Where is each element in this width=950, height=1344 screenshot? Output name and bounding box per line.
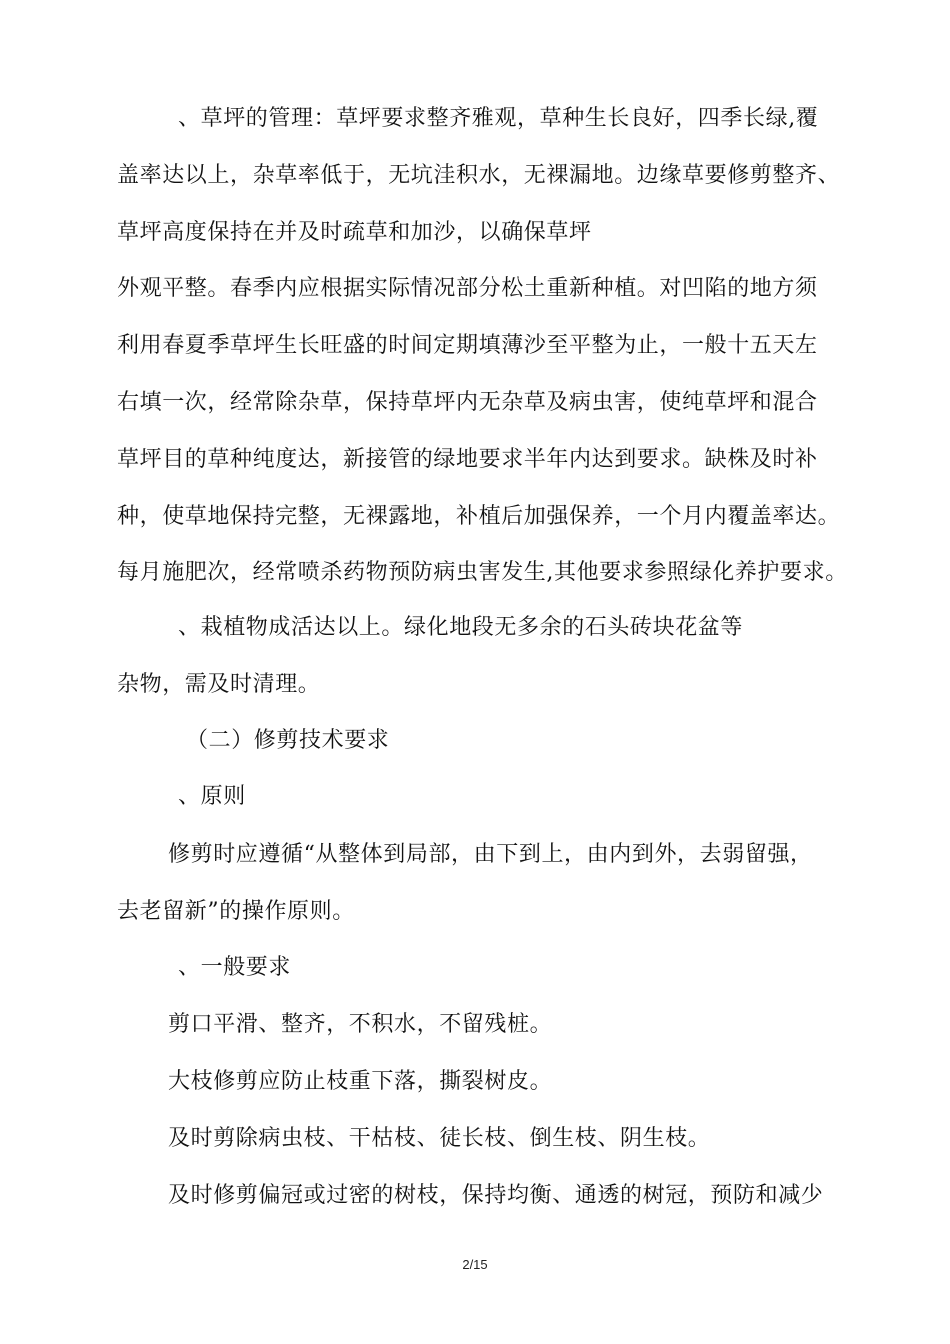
text-line: 及时修剪偏冠或过密的树枝，保持均衡、通透的树冠，预防和减少 <box>168 1183 824 1208</box>
text-line: 外观平整。春季内应根据实际情况部分松土重新种植。对凹陷的地方须 <box>117 276 818 301</box>
text-line: 利用春夏季草坪生长旺盛的时间定期填薄沙至平整为止，一般十五天左 <box>117 333 818 358</box>
text-line: 、草坪的管理：草坪要求整齐雅观，草种生长良好，四季长绿,覆 <box>178 106 819 131</box>
page-number: 2/15 <box>462 1257 488 1272</box>
text-line: 去老留新”的操作原则。 <box>117 899 355 924</box>
text-line: 草坪目的草种纯度达，新接管的绿地要求半年内达到要求。缺株及时补 <box>117 447 818 472</box>
text-line: 盖率达以上，杂草率低于，无坑洼积水，无裸漏地。边缘草要修剪整齐、 <box>117 163 841 188</box>
text-line: 右填一次，经常除杂草，保持草坪内无杂草及病虫害，使纯草坪和混合 <box>117 390 818 415</box>
text-line: 每月施肥次，经常喷杀药物预防病虫害发生,其他要求参照绿化养护要求。 <box>117 560 848 585</box>
subsection-heading: 、原则 <box>178 784 246 809</box>
text-line: 草坪高度保持在并及时疏草和加沙，以确保草坪 <box>117 220 592 245</box>
text-line: 及时剪除病虫枝、干枯枝、徒长枝、倒生枝、阴生枝。 <box>168 1126 711 1151</box>
text-line: 杂物，需及时清理。 <box>117 672 321 697</box>
text-line: 种，使草地保持完整，无裸露地，补植后加强保养，一个月内覆盖率达。 <box>117 504 841 529</box>
text-line: 、栽植物成活达以上。绿化地段无多余的石头砖块花盆等 <box>178 615 744 640</box>
subsection-heading: 、一般要求 <box>178 955 292 980</box>
text-line: 大枝修剪应防止枝重下落，撕裂树皮。 <box>168 1069 553 1094</box>
text-line: 剪口平滑、整齐，不积水，不留残桩。 <box>168 1012 553 1037</box>
text-line: 修剪时应遵循“从整体到局部，由下到上，由内到外，去弱留强， <box>168 842 813 867</box>
section-heading: （二）修剪技术要求 <box>186 728 390 753</box>
